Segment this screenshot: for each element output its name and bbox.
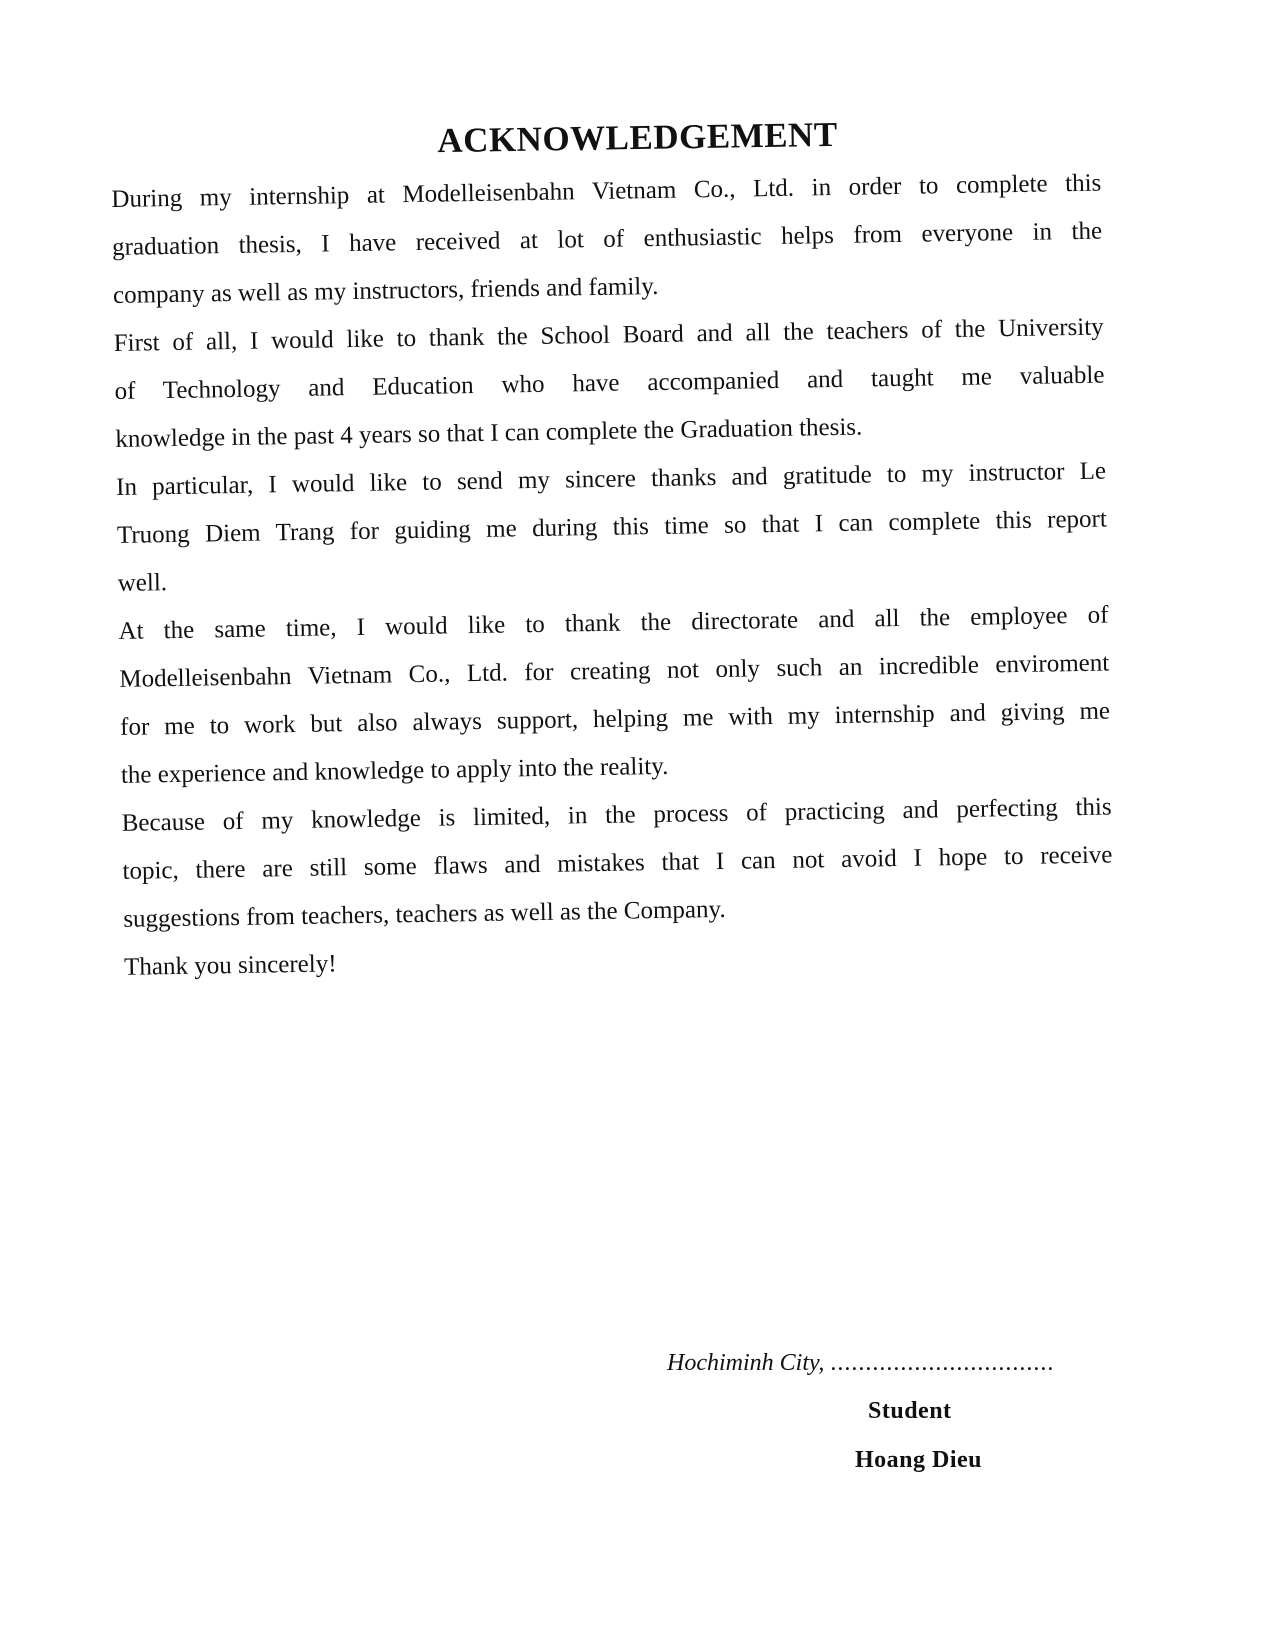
body-line: During my internship at Modelleisenbahn Vietnam Co., Ltd. in order to complete this — [111, 169, 1102, 213]
body-line: for me to work but also always support, helping me with my internship and giving me — [119, 697, 1111, 741]
signature-city: Hochiminh City, — [667, 1350, 825, 1376]
body-line: Thank you sincerely! — [123, 950, 337, 981]
signature-city-date — [667, 1350, 1054, 1377]
body-line: At the same time, I would like to thank the directorate and all the employee of — [118, 601, 1109, 645]
signature-role: Student — [868, 1398, 952, 1424]
body-line: Truong Diem Trang for guiding me during this time so that I can complete this report — [116, 505, 1108, 549]
body-line: knowledge in the past 4 years so that I can complete the Graduation thesis. — [115, 413, 863, 453]
body-line: Modelleisenbahn Vietnam Co., Ltd. for creating not only such an incredible enviroment — [119, 649, 1110, 693]
acknowledgement-body — [111, 160, 1114, 992]
body-line: suggestions from teachers, teachers as well as the Company. — [123, 895, 726, 933]
body-line: graduation thesis, I have received at lot of enthusiastic helps from everyone in the — [111, 217, 1103, 261]
body-line: well. — [117, 569, 168, 597]
signature-name: Hoang Dieu — [855, 1447, 983, 1473]
page-title: ACKNOWLEDGEMENT — [437, 114, 838, 161]
body-line: of Technology and Education who have accompanied and taught me valuable — [114, 361, 1105, 405]
body-line: the experience and knowledge to apply into the reality. — [120, 752, 669, 789]
signature-date-placeholder: ................................ — [830, 1350, 1055, 1376]
body-line: company as well as my instructors, friends and family. — [112, 272, 659, 309]
body-line: In particular, I would like to send my sincere thanks and gratitude to my instructor Le — [115, 457, 1107, 501]
body-line: topic, there are still some flaws and mistakes that I can not avoid I hope to receive — [122, 841, 1113, 885]
body-line: First of all, I would like to thank the School Board and all the teachers of the University — [113, 313, 1104, 357]
body-line: Because of my knowledge is limited, in the process of practicing and perfecting this — [121, 793, 1112, 837]
